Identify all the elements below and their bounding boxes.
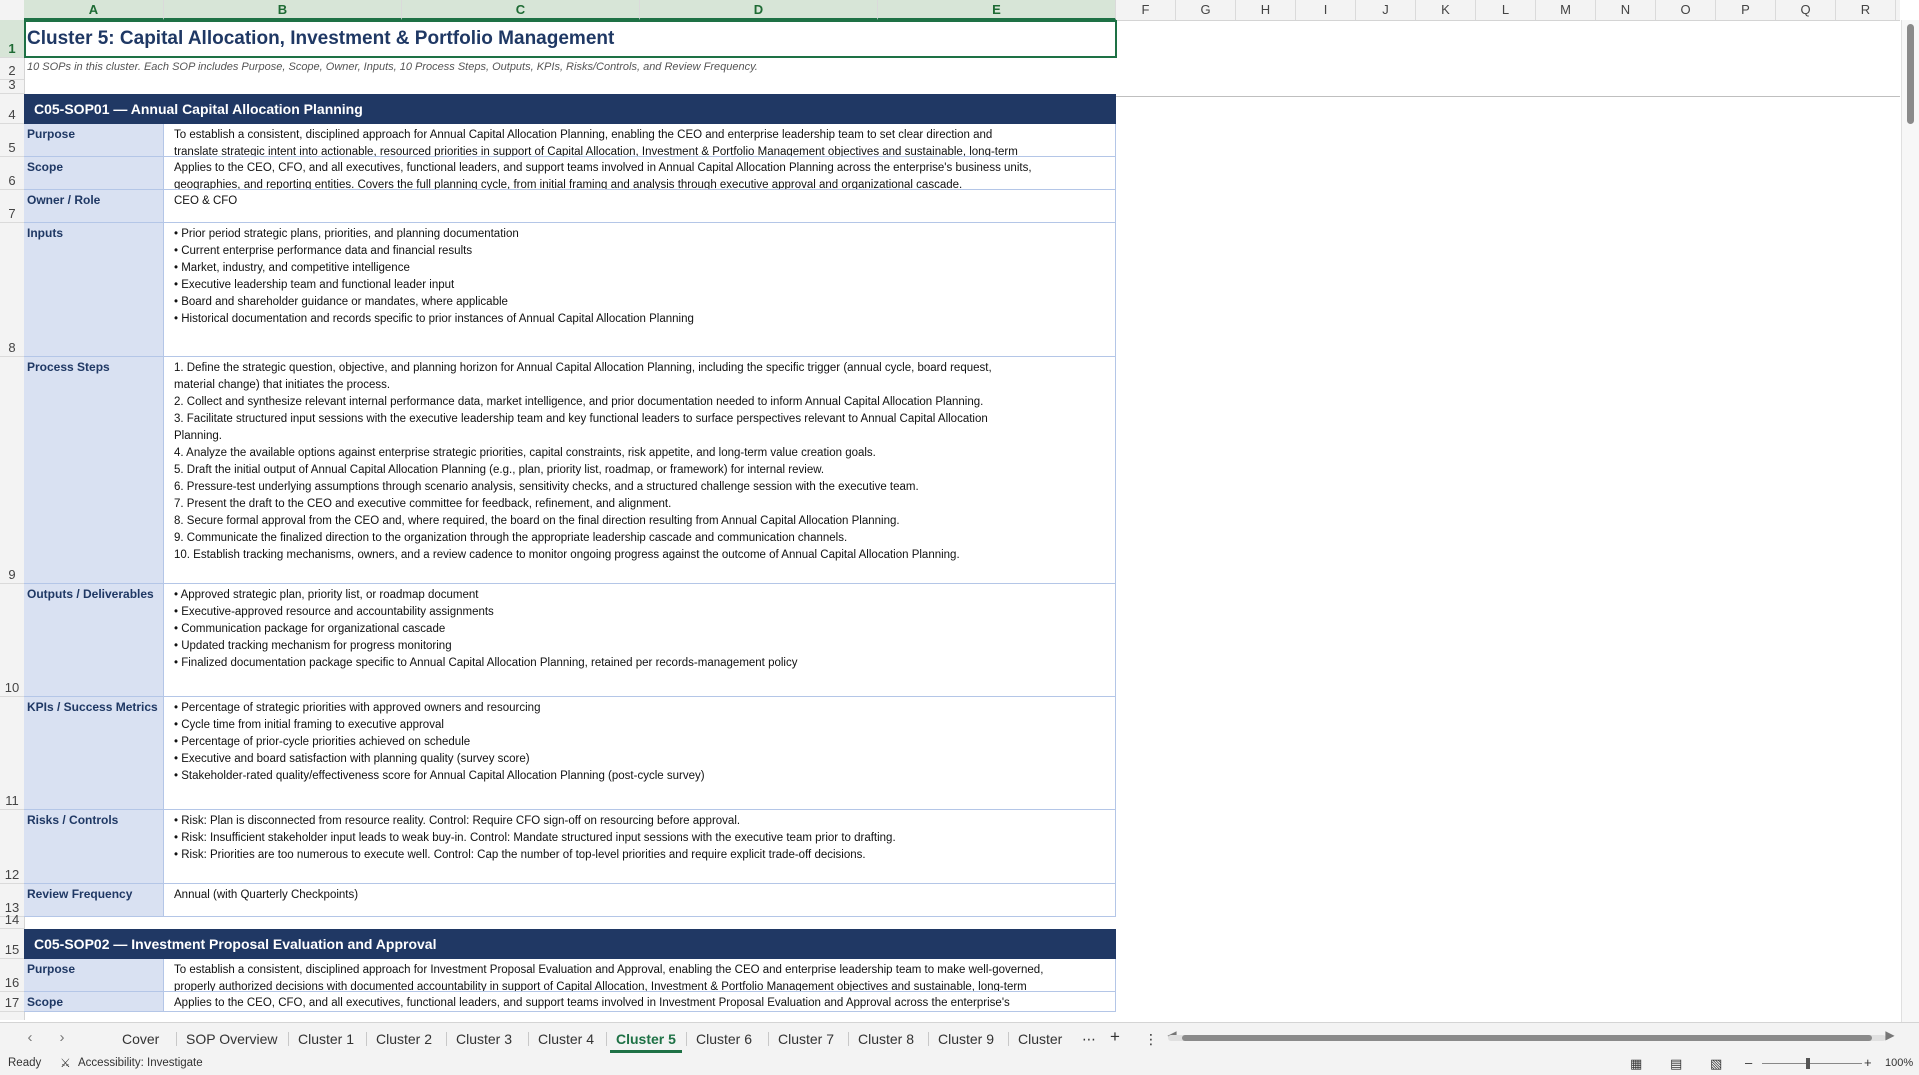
sop-field-row xyxy=(24,357,1116,584)
field-value-line: 2. Collect and synthesize relevant internal performance data, market intelligence, and prior documentation needed to inform Annual Capital Allocation Planning. xyxy=(174,396,984,408)
field-value-line: • Executive-approved resource and accountability assignments xyxy=(174,606,494,618)
sheet-tab[interactable]: Cluster xyxy=(1018,1031,1063,1047)
column-header[interactable]: I xyxy=(1296,0,1356,20)
field-label[interactable]: Inputs xyxy=(24,223,164,356)
field-value-line: 1. Define the strategic question, objective, and planning horizon for Annual Capital Allocation Planning, including the specific trigger (annual cycle, board request, xyxy=(174,362,992,374)
sheet-tab[interactable]: SOP Overview xyxy=(186,1031,278,1047)
field-value-line: 8. Secure formal approval from the CEO and, where required, the board on the final direction resulting from Annual Capital Allocation Planning. xyxy=(174,515,900,527)
sop-field-row xyxy=(24,810,1116,884)
row-header[interactable]: 14 xyxy=(0,917,24,929)
field-label[interactable]: Purpose xyxy=(24,124,164,156)
field-value-line: • Percentage of prior-cycle priorities achieved on schedule xyxy=(174,736,471,748)
field-value-line: • Risk: Plan is disconnected from resource reality. Control: Require CFO sign-off on resourcing before approval. xyxy=(174,815,741,827)
field-value[interactable] xyxy=(164,810,1116,883)
field-value-line: properly authorized decisions with documented accountability in support of Capital Allocation, Investment & Portfolio Management objectives and sustainable, long-term xyxy=(174,981,1027,991)
row-header[interactable]: 6 xyxy=(0,157,24,190)
field-value-line: translate strategic intent into actionable, resourced priorities in support of Capital Allocation, Investment & Portfolio Management objectives and sustainable, long-term xyxy=(174,146,1018,156)
column-header[interactable]: E xyxy=(878,0,1116,20)
column-header[interactable]: O xyxy=(1656,0,1716,20)
field-value[interactable] xyxy=(164,584,1116,696)
sop-header-text: C05-SOP02 — Investment Proposal Evaluation and Approval xyxy=(34,936,437,952)
page-break-icon[interactable]: ▧ xyxy=(1710,1056,1723,1071)
sheet-tab[interactable]: Cluster 4 xyxy=(538,1031,595,1047)
field-value-line: • Finalized documentation package specific to Annual Capital Allocation Planning, retained per records-management policy xyxy=(174,657,798,669)
column-header[interactable]: J xyxy=(1356,0,1416,20)
vertical-scrollbar[interactable] xyxy=(1901,20,1919,1022)
more-tabs-icon[interactable]: ⋯ xyxy=(1082,1031,1096,1047)
field-value-line: Planning. xyxy=(174,430,222,442)
row-header[interactable]: 13 xyxy=(0,884,24,917)
row-header[interactable]: 12 xyxy=(0,810,24,884)
field-label[interactable]: Owner / Role xyxy=(24,190,164,222)
field-value-line: Applies to the CEO, CFO, and all executives, functional leaders, and support teams involved in Investment Proposal Evaluation and Approval across the enterprise's xyxy=(174,997,1010,1009)
column-header[interactable]: R xyxy=(1836,0,1896,20)
sop-field-row xyxy=(24,992,1116,1012)
tab-separator xyxy=(446,1032,447,1046)
sheet-tab[interactable]: Cluster 5 xyxy=(610,1028,682,1053)
row-header[interactable]: 9 xyxy=(0,357,24,584)
sheet-tab-bar xyxy=(0,1022,1919,1053)
column-header[interactable]: F xyxy=(1116,0,1176,20)
zoom-out-icon[interactable]: – xyxy=(1745,1055,1753,1070)
tab-separator xyxy=(686,1032,687,1046)
column-header[interactable]: N xyxy=(1596,0,1656,20)
row-header[interactable]: 7 xyxy=(0,190,24,223)
column-header[interactable]: K xyxy=(1416,0,1476,20)
prev-sheet-arrow-icon[interactable]: ‹ xyxy=(27,1029,33,1046)
sheet-title[interactable]: Cluster 5: Capital Allocation, Investment & Portfolio Management xyxy=(27,28,615,49)
field-value-line: • Current enterprise performance data and financial results xyxy=(174,245,473,257)
column-header[interactable]: C xyxy=(402,0,640,20)
field-value-line: Annual (with Quarterly Checkpoints) xyxy=(174,889,359,901)
field-value[interactable] xyxy=(164,697,1116,809)
field-value-line: material change) that initiates the process. xyxy=(174,379,391,391)
zoom-in-icon[interactable]: + xyxy=(1864,1055,1872,1070)
next-sheet-arrow-icon[interactable]: › xyxy=(59,1029,65,1046)
sop-field-row xyxy=(24,959,1116,992)
field-value-line: geographies, and reporting entities. Covers the full planning cycle, from initial framing and analysis through executive approval and organizational cascade. xyxy=(174,179,963,189)
vertical-scroll-thumb[interactable] xyxy=(1907,24,1914,124)
horizontal-scroll-thumb[interactable] xyxy=(1182,1035,1872,1041)
row-header[interactable]: 1 xyxy=(0,20,24,58)
status-ready: Ready xyxy=(8,1057,42,1069)
row-header-bar xyxy=(0,20,25,1020)
field-label[interactable]: KPIs / Success Metrics xyxy=(24,697,164,809)
tab-separator xyxy=(606,1032,607,1046)
row-header[interactable]: 4 xyxy=(0,94,24,124)
scroll-right-icon[interactable]: ▶ xyxy=(1885,1028,1895,1042)
field-value-line: • Prior period strategic plans, priorities, and planning documentation xyxy=(174,228,519,240)
sheet-tab[interactable]: Cluster 3 xyxy=(456,1031,513,1047)
field-value-line: • Market, industry, and competitive intelligence xyxy=(174,262,410,274)
column-header[interactable]: G xyxy=(1176,0,1236,20)
field-value-line: • Communication package for organizational cascade xyxy=(174,623,446,635)
row-header[interactable]: 15 xyxy=(0,929,24,959)
field-value[interactable] xyxy=(164,992,1116,1011)
field-value-line: • Risk: Insufficient stakeholder input leads to weak buy-in. Control: Mandate structured input sessions with the executive team prior to drafting. xyxy=(174,832,896,844)
field-value-line: 4. Analyze the available options against enterprise strategic priorities, capital constraints, risk appetite, and long-term value creation goals. xyxy=(174,447,876,459)
field-value-line: 10. Establish tracking mechanisms, owners, and a review cadence to monitor ongoing progress against the outcome of Annual Capital Allocation Planning. xyxy=(174,549,960,561)
field-label[interactable]: Review Frequency xyxy=(24,884,164,916)
field-value-line: To establish a consistent, disciplined approach for Investment Proposal Evaluation and Approval, enabling the CEO and enterprise leadership team to make well-governed, xyxy=(174,964,1044,976)
column-header[interactable]: H xyxy=(1236,0,1296,20)
tab-separator xyxy=(1008,1032,1009,1046)
field-value[interactable] xyxy=(164,959,1116,991)
row-header[interactable]: 17 xyxy=(0,992,24,1012)
field-value-line: • Cycle time from initial framing to executive approval xyxy=(174,719,444,731)
column-header[interactable]: L xyxy=(1476,0,1536,20)
row-header[interactable]: 8 xyxy=(0,223,24,357)
sop-field-row xyxy=(24,157,1116,190)
field-value-line: 6. Pressure-test underlying assumptions through scenario analysis, sensitivity checks, and a structured challenge session with the executive team. xyxy=(174,481,919,493)
sop-field-row xyxy=(24,124,1116,157)
row-header[interactable]: 10 xyxy=(0,584,24,697)
page-layout-icon[interactable]: ▤ xyxy=(1670,1056,1683,1071)
column-header[interactable]: Q xyxy=(1776,0,1836,20)
field-value[interactable] xyxy=(164,223,1116,356)
field-label[interactable]: Scope xyxy=(24,157,164,189)
accessibility-icon[interactable]: ⚔ xyxy=(60,1056,71,1070)
normal-view-icon[interactable]: ▦ xyxy=(1630,1056,1643,1071)
column-header[interactable]: B xyxy=(164,0,402,20)
sop-header[interactable] xyxy=(24,929,1116,959)
field-value-line: • Executive leadership team and functional leader input xyxy=(174,279,455,291)
zoom-slider-thumb[interactable] xyxy=(1806,1058,1810,1069)
column-header[interactable]: M xyxy=(1536,0,1596,20)
accessibility-status[interactable]: Accessibility: Investigate xyxy=(78,1057,203,1069)
field-label[interactable]: Outputs / Deliverables xyxy=(24,584,164,696)
sheet-subtitle[interactable]: 10 SOPs in this cluster. Each SOP includes Purpose, Scope, Owner, Inputs, 10 Process Steps, Outputs, KPIs, Risks/Controls, and Review Frequency. xyxy=(27,61,758,73)
sop-field-row xyxy=(24,190,1116,223)
sop-field-row xyxy=(24,697,1116,810)
sop-header-text: C05-SOP01 — Annual Capital Allocation Planning xyxy=(34,101,363,117)
sheet-tab[interactable]: Cluster 9 xyxy=(938,1031,995,1047)
field-value-line: • Historical documentation and records specific to prior instances of Annual Capital Allocation Planning xyxy=(174,313,694,325)
sheet-tab[interactable]: Cover xyxy=(122,1031,160,1047)
field-value-line: • Updated tracking mechanism for progress monitoring xyxy=(174,640,452,652)
tab-separator xyxy=(768,1032,769,1046)
column-header[interactable]: D xyxy=(640,0,878,20)
field-value-line: • Stakeholder-rated quality/effectiveness score for Annual Capital Allocation Planning (post-cycle survey) xyxy=(174,770,705,782)
active-cell-selection xyxy=(24,20,1117,58)
tab-separator xyxy=(928,1032,929,1046)
zoom-level[interactable]: 100% xyxy=(1885,1057,1914,1069)
sop-header[interactable] xyxy=(24,94,1116,124)
field-value-line: 5. Draft the initial output of Annual Capital Allocation Planning (e.g., plan, priority list, roadmap, or framework) for internal review. xyxy=(174,464,825,476)
field-label[interactable]: Process Steps xyxy=(24,357,164,583)
sop-field-row xyxy=(24,584,1116,697)
field-value[interactable] xyxy=(164,157,1116,189)
field-value-line: • Percentage of strategic priorities with approved owners and resourcing xyxy=(174,702,541,714)
field-value[interactable] xyxy=(164,884,1116,916)
field-value-line: CEO & CFO xyxy=(174,195,238,207)
status-bar xyxy=(0,1053,1919,1075)
tab-separator xyxy=(528,1032,529,1046)
row-header[interactable]: 3 xyxy=(0,80,24,94)
column-header-bar xyxy=(0,0,1900,21)
sheet-tab[interactable]: Cluster 6 xyxy=(696,1031,753,1047)
tab-separator xyxy=(366,1032,367,1046)
field-label[interactable]: Scope xyxy=(24,992,164,1011)
sheet-tab[interactable]: Cluster 1 xyxy=(298,1031,355,1047)
subtitle-row xyxy=(24,58,1116,80)
field-label[interactable]: Risks / Controls xyxy=(24,810,164,883)
tab-options-icon[interactable]: ⋮ xyxy=(1144,1031,1158,1047)
column-header[interactable]: P xyxy=(1716,0,1776,20)
title-row xyxy=(24,20,1116,58)
field-value-line: • Executive and board satisfaction with planning quality (survey score) xyxy=(174,753,530,765)
field-value-line: To establish a consistent, disciplined approach for Annual Capital Allocation Planning, enabling the CEO and enterprise leadership team to set clear direction and xyxy=(174,129,993,141)
field-value-line: • Approved strategic plan, priority list, or roadmap document xyxy=(174,589,479,601)
sheet-tab[interactable]: Cluster 8 xyxy=(858,1031,915,1047)
row-header[interactable]: 16 xyxy=(0,959,24,992)
add-sheet-icon[interactable]: + xyxy=(1110,1027,1120,1046)
horizontal-scrollbar[interactable] xyxy=(1168,1035,1886,1041)
column-header[interactable]: A xyxy=(24,0,164,20)
sop-field-row xyxy=(24,884,1116,917)
sop-field-row xyxy=(24,223,1116,357)
field-value-line: Applies to the CEO, CFO, and all executives, functional leaders, and support teams involved in Annual Capital Allocation Planning across the enterprise's business units, xyxy=(174,162,1032,174)
field-value-line: 3. Facilitate structured input sessions with the executive leadership team and key functional leaders to surface perspectives relevant to Annual Capital Allocation xyxy=(174,413,988,425)
field-value[interactable] xyxy=(164,190,1116,222)
field-value[interactable] xyxy=(164,357,1116,583)
field-label[interactable]: Purpose xyxy=(24,959,164,991)
tab-separator xyxy=(848,1032,849,1046)
worksheet-grid[interactable] xyxy=(24,20,1900,1020)
row-header[interactable]: 2 xyxy=(0,58,24,80)
row-header[interactable]: 11 xyxy=(0,697,24,810)
row-header[interactable]: 5 xyxy=(0,124,24,157)
select-all-corner[interactable] xyxy=(0,0,25,20)
tab-separator xyxy=(288,1032,289,1046)
tab-separator xyxy=(176,1032,177,1046)
field-value-line: 9. Communicate the finalized direction to the organization through the appropriate leadership cascade and communication channels. xyxy=(174,532,848,544)
field-value[interactable] xyxy=(164,124,1116,156)
sheet-tab[interactable]: Cluster 7 xyxy=(778,1031,835,1047)
field-value-line: • Risk: Priorities are too numerous to execute well. Control: Cap the number of top-level priorities and require explicit trade-off decisions. xyxy=(174,849,866,861)
field-value-line: • Board and shareholder guidance or mandates, where applicable xyxy=(174,296,508,308)
field-value-line: 7. Present the draft to the CEO and executive committee for feedback, refinement, and alignment. xyxy=(174,498,672,510)
sheet-tab[interactable]: Cluster 2 xyxy=(376,1031,433,1047)
zoom-slider[interactable] xyxy=(1762,1063,1862,1064)
